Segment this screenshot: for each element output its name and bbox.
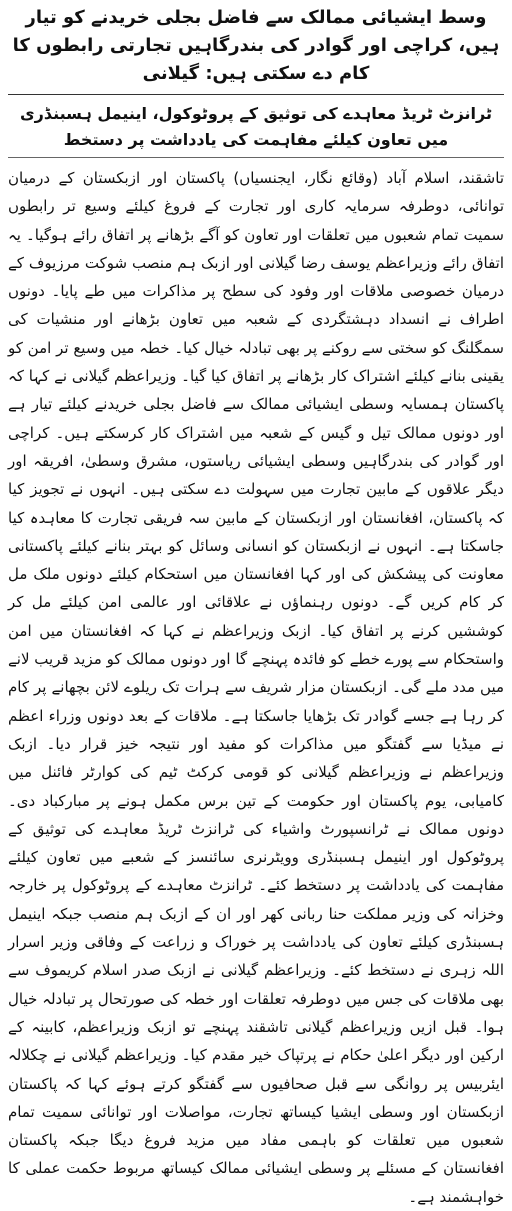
subheadline-divider: [8, 157, 504, 158]
headline-divider: [8, 94, 504, 95]
subheadline: ٹرانزٹ ٹریڈ معاہدے کی توثیق کے پروٹوکول، اینیمل ہسبنڈری میں تعاون کیلئے مفاہمت کی یادداشت پر دستخط: [19, 104, 492, 149]
article-body: تاشقند، اسلام آباد (وقائع نگار، ایجنسیاں) پاکستان اور ازبکستان کے درمیان توانائی، دوطرفہ سرمایہ کاری اور تجارت کے فروغ کیلئے وسیع تر رابطوں سمیت تمام شعبوں میں تعلقات اور تعاون کو آگے بڑھانے پر اتفاق رائے ہوگیا۔ یہ اتفاق رائے وزیراعظم یوسف رضا گیلانی اور ازبک ہم منصب شوکت مرزیوف کے درمیان خصوصی ملاقات اور وفود کی سطح پر مذاکرات میں طے پایا۔ دونوں اطراف نے انسداد دہشتگردی کے شعبہ میں تعاون بڑھانے اور منشیات کی سمگلنگ کو سختی سے روکنے پر بھی تبادلہ خیال کیا۔ خطہ میں وسیع تر امن کو یقینی بنانے کیلئے اشتراک کار بڑھانے پر اتفاق کیا گیا۔ وزیراعظم گیلانی نے کہا کہ پاکستان ہمسایہ وسطی ایشیائی ممالک سے فاضل بجلی خریدنے کیلئے تیار ہے اور دونوں ممالک تیل و گیس کے شعبہ میں اشتراک کار کرسکتے ہیں۔ کراچی اور گوادر کی بندرگاہیں وسطی ایشیائی ریاستوں، مشرق وسطیٰ، افریقہ اور دیگر علاقوں کے مابین تجارت میں سہولت دے سکتی ہیں۔ انہوں نے تجویز کیا کہ پاکستان، افغانستان اور ازبکستان کے مابین سہ فریقی تجارت کا معاہدہ کیا جاسکتا ہے۔ انہوں نے ازبکستان کو انسانی وسائل کو بہتر بنانے کیلئے پاکستانی معاونت کی پیشکش کی اور کہا افغانستان میں استحکام کیلئے دونوں ملک مل کر کام کریں گے۔ دونوں رہنماؤں نے علاقائی اور عالمی امن کیلئے مل کر کوششیں کرنے پر اتفاق کیا۔ ازبک وزیراعظم نے کہا کہ افغانستان میں امن واستحکام سے پورے خطے کو فائدہ پہنچے گا اور دونوں ممالک کو مزید قریب لانے میں مدد ملے گی۔ ازبکستان مزار شریف سے ہرات تک ریلوے لائن بچھانے پر کام کر رہا ہے جسے گوادر تک بڑھایا جاسکتا ہے۔ ملاقات کے بعد دونوں وزراء اعظم نے میڈیا سے گفتگو میں مذاکرات کو مفید اور نتیجہ خیز قرار دیا۔ ازبک وزیراعظم نے وزیراعظم گیلانی کو قومی کرکٹ ٹیم کی کوارٹر فائنل میں کامیابی، یوم پاکستان اور حکومت کے تین برس مکمل ہونے پر مبارکباد دی۔ دونوں ممالک نے ٹرانسپورٹ واشیاء کی ٹرانزٹ ٹریڈ معاہدے کی توثیق کے پروٹوکول اور اینیمل ہسبنڈری وویٹرنری سائنسز کے شعبے میں تعاون کیلئے مفاہمت کی یادداشت پر دستخط کئے۔ ٹرانزٹ معاہدے کے پروٹوکول پر خارجہ وخزانہ کی وزیر مملکت حنا ربانی کھر اور ان کے ازبک ہم منصب جبکہ اینیمل ہسبنڈری کیلئے تعاون کی یادداشت پر خوراک و زراعت کے وفاقی وزیر اسرار اللہ زہری نے دستخط کئے۔ وزیراعظم گیلانی نے ازبک صدر اسلام کریموف سے بھی ملاقات کی جس میں دوطرفہ تعلقات اور خطہ کی صورتحال پر تبادلہ خیال ہوا۔ قبل ازیں وزیراعظم گیلانی تاشقند پہنچے تو ازبک وزیراعظم، کابینہ کے ارکین اور دیگر اعلیٰ حکام نے پرتپاک خیر مقدم کیا۔ وزیراعظم گیلانی نے چکلالہ ایئربیس پر روانگی سے قبل صحافیوں سے گفتگو کرتے ہوئے کہا کہ پاکستان ازبکستان اور وسطی ایشیا کیساتھ تجارت، مواصلات اور توانائی سمیت تمام شعبوں میں تعلقات کو باہمی مفاد میں مزید فروغ دیگا جبکہ پاکستان افغانستان کے مسئلے پر وسطی ایشیائی ممالک کیساتھ مربوط حکمت عملی کا خواہشمند ہے۔: [8, 169, 504, 1206]
headline: وسط ایشیائی ممالک سے فاضل بجلی خریدنے کو تیار ہیں، کراچی اور گوادر کی بندرگاہیں تجارتی رابطوں کا کام دے سکتی ہیں: گیلانی: [12, 7, 500, 84]
